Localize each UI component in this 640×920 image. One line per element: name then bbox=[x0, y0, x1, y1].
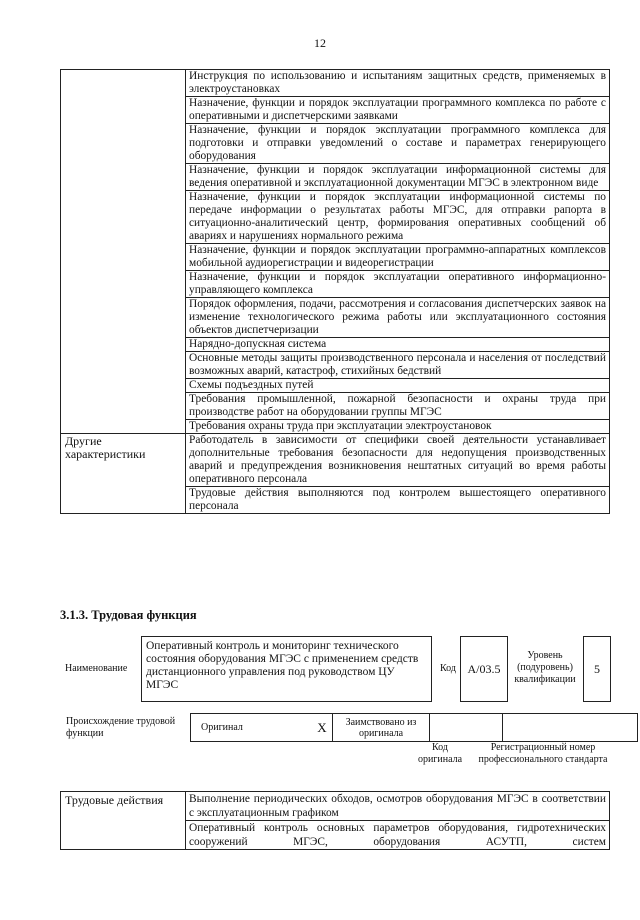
table-cell: Основные методы защиты производственного персонала и населения от последствий возможных аварий, катастроф, стихийных бедствий bbox=[186, 352, 610, 379]
table-cell: Назначение, функции и порядок эксплуатации программно-аппаратных комплексов мобильной аудиорегистрации и видеорегистрации bbox=[186, 244, 610, 271]
table-cell: Назначение, функции и порядок эксплуатации программного комплекса для подготовки и отправки уведомлений о составе и параметрах генерирующего оборудования bbox=[186, 124, 610, 164]
row-label-empty bbox=[61, 70, 186, 434]
table-cell: Трудовые действия выполняются под контролем вышестоящего оперативного персонала bbox=[186, 487, 610, 514]
table-cell: Нарядно-допускная система bbox=[186, 338, 610, 352]
table-cell: Инструкция по использованию и испытаниям защитных средств, применяемых в электроустановках bbox=[186, 70, 610, 97]
table-cell: Назначение, функции и порядок эксплуатации оперативного информационно-управляющего комплекса bbox=[186, 271, 610, 298]
other-characteristics-label: Другие характеристики bbox=[61, 434, 186, 514]
table-cell: Схемы подъездных путей bbox=[186, 379, 610, 393]
table-cell: Требования охраны труда при эксплуатации электроустановок bbox=[186, 420, 610, 434]
table-row bbox=[61, 70, 610, 97]
table-cell: Выполнение периодических обходов, осмотров оборудования МГЭС в соответствии с эксплуатационным графиком bbox=[186, 792, 610, 821]
origin-label: Происхождение трудовой функции bbox=[66, 716, 176, 739]
code-label: Код bbox=[440, 663, 456, 674]
function-name-box: Оперативный контроль и мониторинг технического состояния оборудования МГЭС с применением средств дистанционного управления под руководством ЦУ МГЭС bbox=[141, 636, 432, 702]
table-row bbox=[61, 792, 610, 821]
table-cell: Назначение, функции и порядок эксплуатации информационной системы по передаче информации о результатах работы МГЭС, для отправки рапорта в ситуационно-аналитический центр, формирования оперативных сообщений об авариях и нарушениях нормального режима bbox=[186, 191, 610, 244]
qualification-level-box: 5 bbox=[583, 636, 611, 702]
reg-number-cell bbox=[503, 714, 638, 742]
page-number: 12 bbox=[314, 36, 326, 50]
table-row bbox=[191, 714, 638, 742]
reg-number-caption: Регистрационный номер профессионального стандарта bbox=[478, 742, 608, 765]
table-cell: Порядок оформления, подачи, рассмотрения и согласования диспетчерских заявок на изменение технологического режима работы или эксплуатационного состояния объектов диспетчеризации bbox=[186, 298, 610, 338]
table-cell: Оперативный контроль основных параметров оборудования, гидротехнических сооружений МГЭС, оборудования АСУТП, систем bbox=[186, 821, 610, 850]
table-cell: Назначение, функции и порядок эксплуатации программного комплекса по работе с оперативными и диспетчерскими заявками bbox=[186, 97, 610, 124]
table-cell: Работодатель в зависимости от специфики своей деятельности устанавливает дополнительные требования безопасности для недопущения производственных аварий и предупреждения возникновения нештатных ситуаций во время работы оперативного персонала bbox=[186, 434, 610, 487]
table-row bbox=[61, 434, 610, 487]
origin-table bbox=[190, 713, 638, 742]
original-label: Оригинал bbox=[191, 714, 313, 742]
table-cell: Назначение, функции и порядок эксплуатации информационной системы для ведения оперативной и эксплуатационной документации МГЭС в электронном виде bbox=[186, 164, 610, 191]
origin-code-caption: Код оригинала bbox=[417, 742, 463, 765]
original-mark: X bbox=[312, 714, 333, 742]
origin-code-cell bbox=[430, 714, 503, 742]
section-heading: 3.1.3. Трудовая функция bbox=[60, 608, 197, 622]
table-cell: Требования промышленной, пожарной безопасности и охраны труда при производстве работ на оборудовании группы МГЭС bbox=[186, 393, 610, 420]
requirements-table bbox=[60, 69, 610, 514]
borrowed-label: Заимствовано из оригинала bbox=[333, 714, 430, 742]
qualification-level-label: Уровень (подуровень) квалификации bbox=[514, 650, 576, 685]
labor-actions-label: Трудовые действия bbox=[61, 792, 186, 850]
labor-actions-table bbox=[60, 791, 610, 850]
name-label: Наименование bbox=[65, 663, 128, 674]
function-code-box: A/03.5 bbox=[460, 636, 508, 702]
